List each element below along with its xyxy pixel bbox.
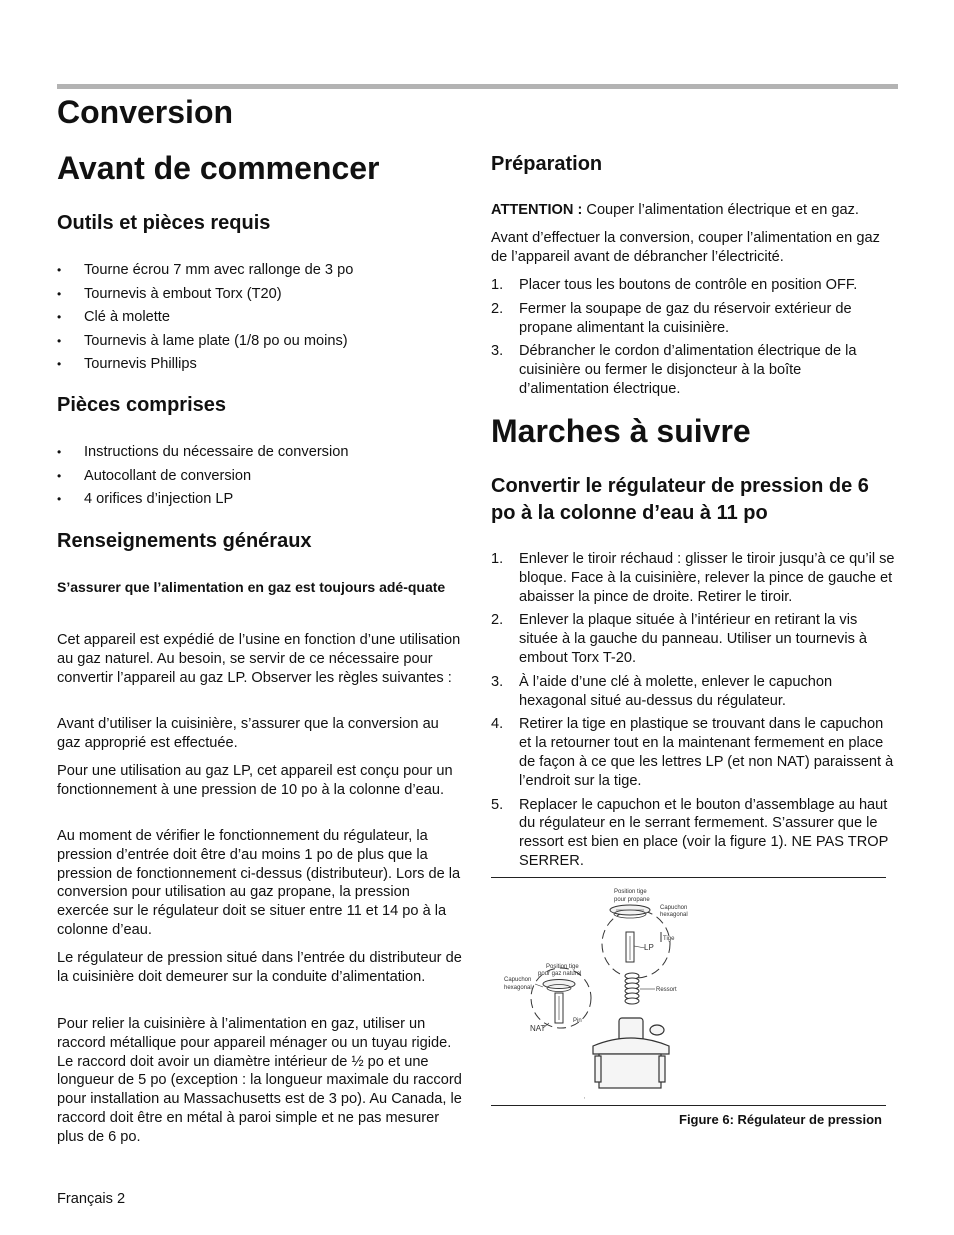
step-text: Enlever le tiroir réchaud : glisser le tiroir jusqu’à ce qu’il se bloque. Face à la cuisinière, relever la pince de gauche et abaisser la pince de droite. Retirer le tiroir. (519, 551, 895, 605)
parts-list (57, 443, 348, 514)
steps-subheading: Convertir le régulateur de pression de 6 po à la colonne d’eau à 11 po (491, 475, 869, 524)
list-item: • Clé à molette (57, 308, 353, 332)
fig-label-pos-nat-1: Position tige (546, 964, 579, 970)
figure-bottom-rule (491, 1105, 886, 1106)
fig-label-nat: NAT (530, 1024, 546, 1033)
spring-icon (625, 973, 639, 1004)
general-paragraph-3: Pour une utilisation au gaz LP, cet appareil est conçu pour un fonctionnement à une pression de 10 po à la colonne d’eau. (57, 763, 453, 798)
general-heading: Renseignements généraux (57, 530, 312, 552)
general-paragraph-6: Pour relier la cuisinière à l’alimentation en gaz, utiliser un raccord métallique pour appareil ménager ou un tuyau rigide. Le raccord doit avoir un diamètre intérieur de ½ po et une longueur de 5 po (exception : la longueur maximale du raccord pour installation au Massachusetts est de 3 po). Au Canada, le raccord doit être en métal à paroi simple et ne pas mesurer plus de 6 po. (57, 1016, 462, 1145)
list-item (491, 796, 896, 871)
regulator-body-icon (593, 1018, 669, 1088)
conversion-steps (491, 550, 896, 876)
step-text: Enlever la plaque située à l’intérieur en retirant la vis située à la gauche du panneau. Utiliser un tournevis à embout Torx T-20. (519, 612, 868, 666)
section-heading-avant: Avant de commencer (57, 150, 380, 186)
preparation-steps (491, 276, 891, 404)
general-paragraph-1: Cet appareil est expédié de l’usine en fonction d’une utilisation au gaz naturel. Au besoin, se servir de ce nécessaire pour convertir l’appareil au gaz LP. Observer les règles suivantes : (57, 632, 461, 686)
general-paragraph-4: Au moment de vérifier le fonctionnement du régulateur, la pression d’entrée doit être d’au moins 1 po de plus que la pression de fonctionnement ci-dessus (distributeur). Lors de la conversion pour utilisation au gaz propane, la pression exercée sur le régulateur doit se situer entre 11 et 14 po à la colonne d’eau. (57, 828, 461, 938)
list-item: • Tourne écrou 7 mm avec rallonge de 3 po (57, 261, 353, 285)
list-item: • Instructions du nécessaire de conversion (57, 443, 348, 467)
step-number: 1. (491, 551, 504, 567)
fig-label-tige: Tige (663, 936, 675, 942)
step-number: 1. (491, 277, 504, 293)
step-number: 2. (491, 300, 504, 317)
fig-label-capuchon-r-1: Capuchon (660, 905, 688, 911)
list-item (491, 611, 896, 667)
figure-caption: Figure 6: Régulateur de pression (679, 1112, 882, 1127)
preparation-heading: Préparation (491, 153, 603, 175)
list-item (491, 276, 891, 295)
attention-text: Couper l’alimentation électrique et en gaz. (586, 202, 859, 218)
section-heading-marches: Marches à suivre (491, 413, 751, 449)
step-text: À l’aide d’une clé à molette, enlever le capuchon hexagonal situé au-dessus du régulateur. (519, 673, 833, 709)
fig-label-lp: LP (644, 943, 654, 952)
fig-label-pos-nat-2: pour gaz naturel (538, 971, 582, 977)
parts-heading: Pièces comprises (57, 394, 226, 416)
step-text: Placer tous les boutons de contrôle en position OFF. (519, 277, 858, 293)
fig-label-ressort: Ressort (656, 987, 677, 993)
list-item (491, 550, 896, 606)
general-subheading: S’assurer que l’alimentation en gaz est toujours adé-quate (57, 579, 446, 595)
regulator-diagram (491, 880, 886, 1105)
step-text: Replacer le capuchon et le bouton d’assemblage au haut du régulateur en le serrant fermement. S’assurer que le ressort est bien en place (voir la figure 1). NE PAS TROP SERRER. (519, 796, 889, 869)
step-text: Fermer la soupape de gaz du réservoir extérieur de propane alimentant la cuisinière. (519, 300, 852, 336)
tools-list (57, 261, 353, 379)
fig-label-capuchon-l-2: hexagonal (504, 985, 532, 991)
general-paragraph-2: Avant d’utiliser la cuisinière, s’assurer que la conversion au gaz approprié est effectuée. (57, 716, 439, 751)
step-number: 3. (491, 673, 504, 690)
propane-detail-circle (602, 910, 670, 978)
list-item: • Tournevis à lame plate (1/8 po ou moins) (57, 332, 353, 356)
fig-label-pos-propane-1: Position tige (614, 889, 647, 895)
attention-label: ATTENTION : (491, 202, 583, 218)
list-item (491, 300, 891, 338)
tools-heading: Outils et pièces requis (57, 212, 271, 234)
list-item: • Tournevis Phillips (57, 355, 353, 379)
list-item (491, 715, 896, 790)
top-rule (57, 84, 898, 89)
figure-top-rule (491, 877, 886, 878)
step-number: 2. (491, 612, 504, 629)
fig-label-pin: Pin (573, 1018, 582, 1024)
list-item: • Tournevis à embout Torx (T20) (57, 285, 353, 309)
attention-line (491, 201, 891, 220)
step-text: Débrancher le cordon d’alimentation électrique de la cuisinière ou fermer le disjoncteur à la boîte d’alimentation électrique. (519, 343, 857, 397)
list-item: • 4 orifices d’injection LP (57, 490, 348, 514)
general-paragraph-5: Le régulateur de pression situé dans l’entrée du distributeur de la cuisinière doit demeurer sur la conduite d’alimentation. (57, 950, 462, 985)
page-footer: Français 2 (57, 1191, 126, 1207)
fig-label-capuchon-r-2: hexagonal (660, 912, 688, 918)
page-title: Conversion (57, 94, 234, 130)
list-item: • Autocollant de conversion (57, 467, 348, 491)
fig-label-pos-propane-2: pour propane (614, 897, 650, 903)
list-item (491, 673, 896, 711)
step-number: 5. (491, 796, 504, 813)
fig-label-capuchon-l-1: Capuchon (504, 977, 532, 983)
svg-text:,: , (584, 1094, 586, 1100)
list-item (491, 342, 891, 398)
preparation-intro: Avant d’effectuer la conversion, couper l’alimentation en gaz de l’appareil avant de débrancher l’électricité. (491, 230, 880, 265)
step-text: Retirer la tige en plastique se trouvant dans le capuchon et la retourner tout en la maintenant fermement en place de façon à ce que les lettres LP (et non NAT) paraissent à l’endroit sur la tige. (519, 716, 894, 789)
step-number: 4. (491, 716, 504, 733)
step-number: 3. (491, 343, 504, 360)
